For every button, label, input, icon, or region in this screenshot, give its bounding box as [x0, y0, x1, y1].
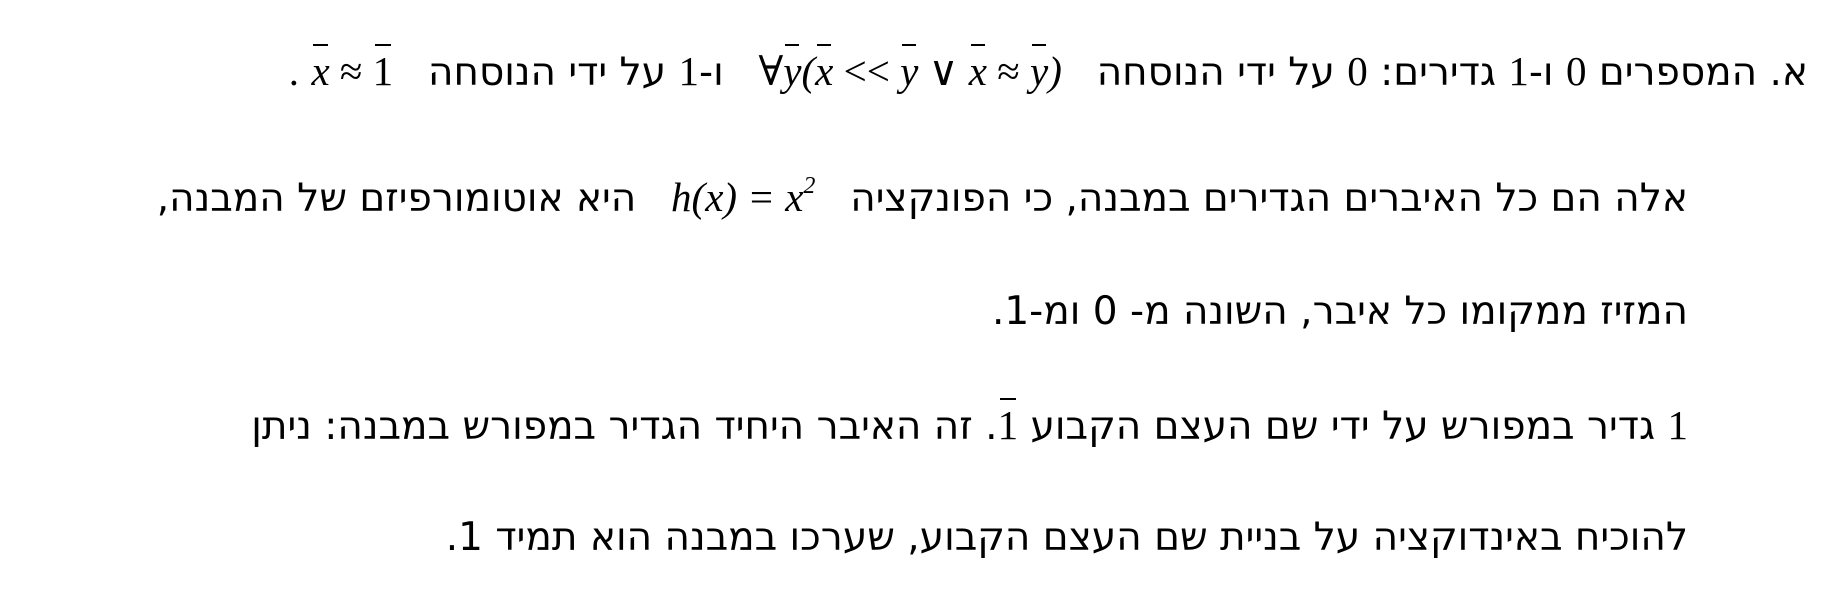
constant-one: 1: [997, 402, 1019, 448]
number-one: 1: [1508, 48, 1529, 94]
paragraph-a-line-1: [289, 46, 1808, 96]
paragraph-a-line-2: [157, 172, 1688, 222]
line-4-text-after: . זה האיבר היחיד הגדיר במפורש במבנה: ניתן: [251, 404, 998, 449]
formula-one: x ≈ 1: [311, 48, 394, 94]
formula-zero: ∀y(x << y ∨ x ≈ y): [758, 48, 1062, 94]
by-formula-text-1: על ידי הנוסחה: [1096, 50, 1335, 95]
formula-h: h(x) = x: [671, 174, 804, 220]
end-period: .: [288, 48, 300, 94]
conjunction: ו-: [1528, 50, 1554, 95]
line-3-text: המזיז ממקומו כל איבר, השונה מ- 0 ומ-1.: [991, 289, 1688, 334]
zero-label: 0: [1347, 48, 1368, 94]
conjunction-2: ו-: [699, 50, 724, 95]
line-5-text: להוכיח באינדוקציה על בניית שם העצם הקבוע, שערכו במבנה הוא תמיד 1.: [445, 515, 1688, 560]
line-2-text-before: אלה הם כל האיברים הגדירים במבנה, כי הפונקציה: [850, 176, 1688, 221]
line-4-number: 1: [1667, 402, 1688, 448]
paragraph-a-line-4: [251, 400, 1688, 450]
exponent: 2: [803, 173, 816, 199]
line-2-text-after: היא אוטומורפיזם של המבנה,: [156, 176, 637, 221]
automorphism-formula: [671, 172, 815, 222]
section-label: א.: [1769, 50, 1808, 95]
intro-text: המספרים: [1598, 50, 1758, 95]
one-label: 1: [678, 48, 699, 94]
paragraph-a-line-3: [992, 287, 1688, 337]
line-4-text-before: גדיר במפורש על ידי שם העצם הקבוע: [1030, 404, 1656, 449]
paragraph-a-line-5: [446, 513, 1688, 563]
number-zero: 0: [1565, 48, 1587, 94]
definable-text: גדירים:: [1380, 50, 1496, 95]
by-formula-text-2: על ידי הנוסחה: [427, 50, 667, 95]
